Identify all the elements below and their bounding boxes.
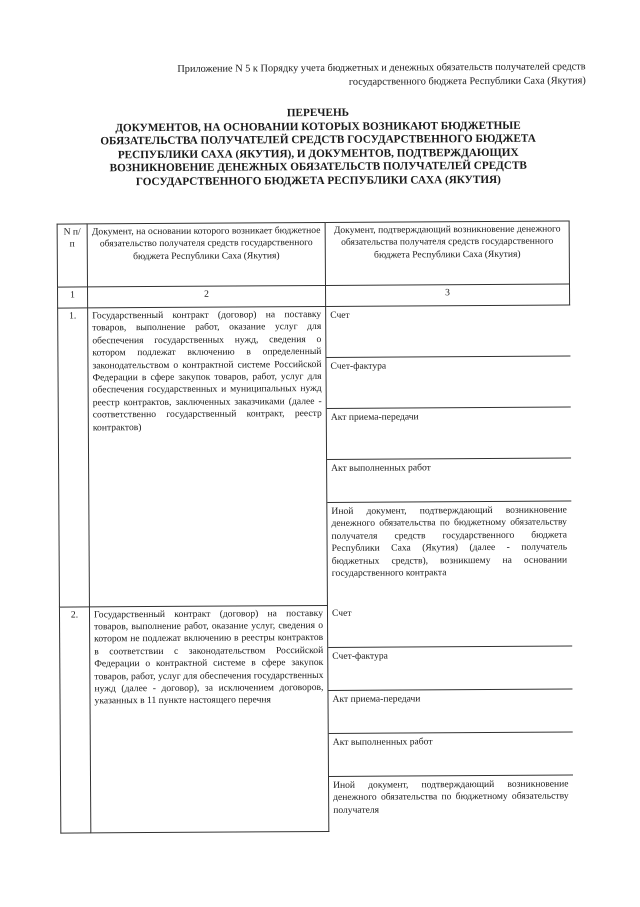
table-row	[59, 603, 572, 832]
confirm-item: Акт приема-передачи	[327, 407, 571, 459]
confirm-item: Акт выполненных работ	[329, 732, 573, 776]
appendix-note: Приложение N 5 к Порядку учета бюджетных и денежных обязательств получателей средств государственного бюджета Республики Саха (Якутия)	[177, 61, 586, 88]
confirm-item: Счет	[328, 603, 572, 647]
confirm-item: Счет	[326, 305, 570, 357]
basis-document-cell: Государственный контракт (договор) на поставку товаров, выполнение работ, оказание услуг, сведения о котором не подлежат включению в реестры контрактов в соответствии с законодательством Российской Федерации о контрактной системе в сфере закупок товаров, работ, услуг для обеспечения государственных нужд (далее - договор), за исключением договоров, указанных в 11 пункте настоящего перечня	[89, 605, 328, 832]
basis-document-cell: Государственный контракт (договор) на поставку товаров, выполнение работ, оказание услуг для обеспечения государственных нужд, сведения о котором подлежат включению в определенный законодательством о контрактной системе Российской Федерации в сфере закупок товаров, работ, услуг для обеспечения государственных и муниципальных нужд реестр контрактов, заключенных заказчиками (далее - соответственно государственный контракт, реестр контрактов)	[88, 306, 328, 606]
title-heading: ПЕРЕЧЕНЬ	[286, 106, 350, 120]
confirm-item: Акт выполненных работ	[327, 458, 571, 502]
confirm-item: Счет-фактура	[328, 646, 572, 690]
title-body: ДОКУМЕНТОВ, НА ОСНОВАНИИ КОТОРЫХ ВОЗНИКАЮТ БЮДЖЕТНЫЕ ОБЯЗАТЕЛЬСТВА ПОЛУЧАТЕЛЕЙ СРЕДСТВ ГОСУДАРСТВЕННОГО БЮДЖЕТА РЕСПУБЛИКИ САХА (ЯКУТИЯ), И ДОКУМЕНТОВ, ПОДТВЕРЖДАЮЩИХ ВОЗНИКНОВЕНИЕ ДЕНЕЖНЫХ ОБЯЗАТЕЛЬСТВ ПОЛУЧАТЕЛЕЙ СРЕДСТВ ГОСУДАРСТВЕННОГО БЮДЖЕТА РЕСПУБЛИКИ САХА (ЯКУТИЯ)	[100, 119, 536, 189]
header-number: N п/п	[57, 224, 87, 287]
row-number: 1.	[58, 308, 90, 607]
confirming-documents-cell	[327, 603, 572, 830]
column-number-3: 3	[325, 284, 569, 306]
header-confirming-document: Документ, подтверждающий возникновение денежного обязательства получателя средств государственного бюджета Республики Саха (Якутия)	[325, 221, 569, 285]
table-header-row	[57, 221, 569, 287]
confirm-item: Счет-фактура	[326, 356, 570, 408]
documents-table	[57, 220, 574, 833]
confirm-item: Акт приема-передачи	[328, 689, 572, 733]
confirm-item: Иной документ, подтверждающий возникновение денежного обязательства по бюджетному обязательству получателя средств государственного бюджета Республики Саха (Якутия) (далее - получатель бюджетных средств), возникшему на основании государственного контракта	[331, 504, 568, 579]
column-number-1: 1	[58, 287, 88, 308]
table-row	[58, 305, 572, 607]
header-basis-document: Документ, на основании которого возникает бюджетное обязательство получателя средств государственного бюджета Республики Саха (Якутия)	[87, 222, 325, 286]
column-number-2: 2	[87, 285, 325, 307]
row-number: 2.	[59, 606, 90, 832]
document-title	[78, 106, 558, 190]
confirm-item: Иной документ, подтверждающий возникновение денежного обязательства по бюджетному обязательству получателя	[333, 778, 569, 816]
confirming-documents-cell	[326, 305, 572, 605]
